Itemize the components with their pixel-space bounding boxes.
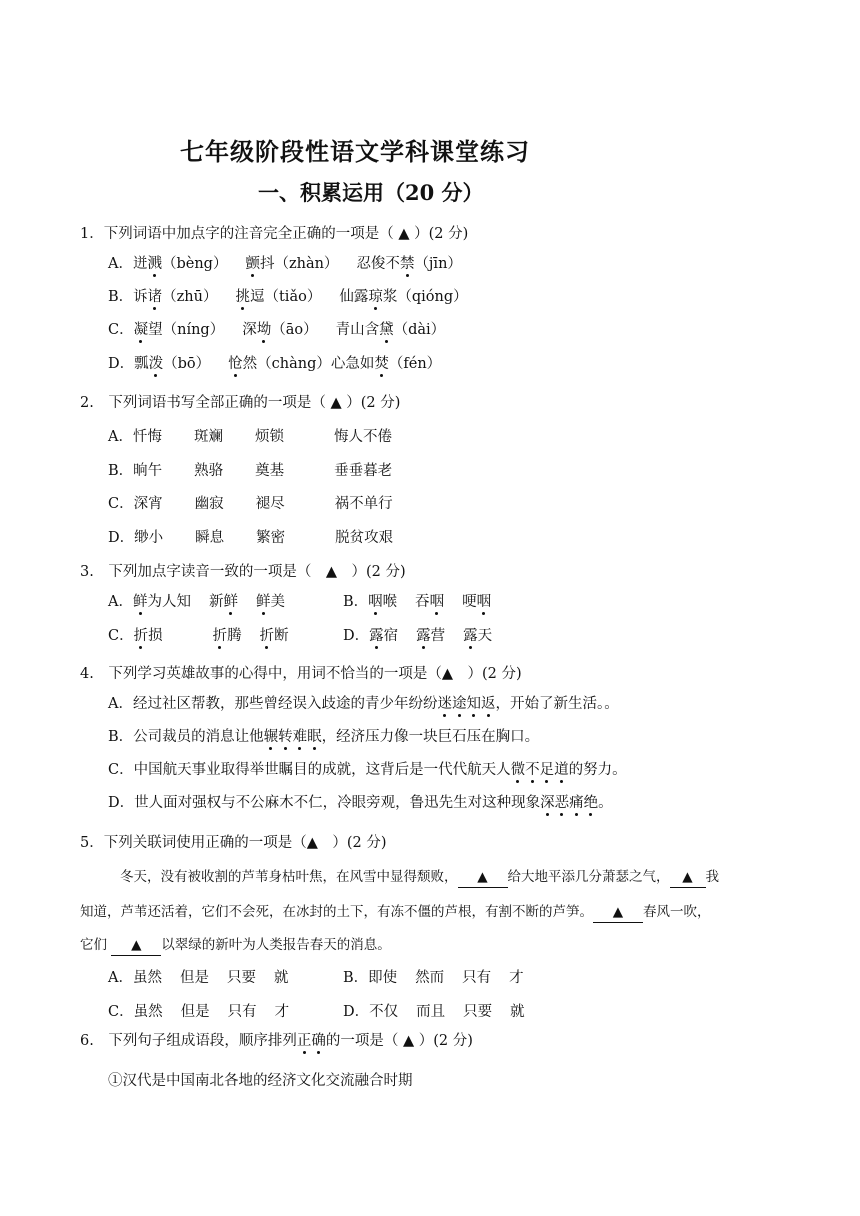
- q1-option-d: D．瓢泼（bō） 怆然（chàng）心急如焚（fén）: [108, 356, 442, 372]
- q5-option-d: D．不仅 而且 只要 就: [343, 1004, 525, 1020]
- q4-option-b: B．公司裁员的消息让他辗转难眠，经济压力像一块巨石压在胸口。: [108, 729, 540, 745]
- q4-option-d: D．世人面对强权与不公麻木不仁，冷眼旁观，鲁迅先生对这种现象深恶痛绝。: [108, 795, 613, 811]
- q5-passage-line-3: 它们 ▲ 以翠绿的新叶为人类报告春天的消息。: [80, 935, 785, 956]
- marked-idiom: 微不足道: [510, 762, 569, 778]
- question-6-stem: 6. 下列句子组成语段，顺序排列正确的一项是（ ▲ ）(2 分): [80, 1033, 473, 1049]
- q3-option-d: D．露宿 露营 露天: [343, 628, 493, 644]
- q4-option-a: A．经过社区帮教，那些曾经误入歧途的青少年纷纷迷途知返，开始了新生活。。: [108, 696, 619, 712]
- q2-option-b: B．晌午 熟骆 奠基 垂垂暮老: [108, 463, 393, 479]
- question-4-stem: 4. 下列学习英雄故事的心得中，用词不恰当的一项是（▲ ）(2 分): [80, 666, 522, 682]
- q5-passage-line-2: 知道，芦苇还活着，它们不会死，在冰封的土下，有冻不僵的芦根，有割不断的芦笋。 ▲ 春风一吹，: [80, 902, 785, 923]
- q5-option-a: A．虽然 但是 只要 就: [108, 970, 289, 986]
- q3-option-a: A．鲜为人知 新鲜 鲜美: [108, 594, 285, 610]
- q5-option-c: C．虽然 但是 只有 才: [108, 1004, 290, 1020]
- section-heading: 一、积累运用（20 分）: [258, 180, 484, 205]
- q6-sentence-1: ①汉代是中国南北各地的经济文化交流融合时期: [108, 1073, 413, 1089]
- marked-idiom: 迷途知返: [437, 696, 496, 712]
- marked-idiom: 辗转难眠: [263, 729, 322, 745]
- q5-passage-line-1: 冬天，没有被收割的芦苇身枯叶焦，在风雪中显得颓败， ▲ 给大地平添几分萧瑟之气， ▲ 我: [120, 867, 825, 888]
- question-1-stem: 1．下列词语中加点字的注音完全正确的一项是（ ▲ ）(2 分): [80, 226, 469, 242]
- q2-option-a: A．忏悔 斑斓 烦锁 悔人不倦: [108, 429, 392, 445]
- question-5-stem: 5．下列关联词使用正确的一项是（▲ ）(2 分): [80, 835, 387, 851]
- question-3-stem: 3. 下列加点字读音一致的一项是（ ▲ ）(2 分): [80, 564, 406, 580]
- q5-option-b: B．即使 然而 只有 才: [343, 970, 524, 986]
- q4-option-c: C．中国航天事业取得举世瞩目的成就，这背后是一代代航天人微不足道的努力。: [108, 762, 627, 778]
- marked-idiom: 深恶痛绝: [540, 795, 599, 811]
- page-title: 七年级阶段性语文学科课堂练习: [180, 137, 530, 166]
- q2-option-c: C．深宵 幽寂 褪尽 祸不单行: [108, 496, 393, 512]
- q3-option-b: B．咽喉 吞咽 哽咽: [343, 594, 492, 610]
- q1-option-c: C．凝望（níng） 深坳（āo） 青山含黛（dài）: [108, 322, 446, 338]
- q1-option-a: A．迸溅（bèng） 颤抖（zhàn） 忍俊不禁（jīn）: [108, 256, 462, 272]
- word: 迸溅: [132, 256, 162, 272]
- q3-option-c: C．折损 折腾 折断: [108, 628, 289, 644]
- q2-option-d: D．缈小 瞬息 繁密 脱贫攻艰: [108, 530, 394, 546]
- question-2-stem: 2. 下列词语书写全部正确的一项是（ ▲ ）(2 分): [80, 395, 401, 411]
- q1-option-b: B．诉诸（zhū） 挑逗（tiǎo） 仙露琼浆（qióng）: [108, 289, 468, 305]
